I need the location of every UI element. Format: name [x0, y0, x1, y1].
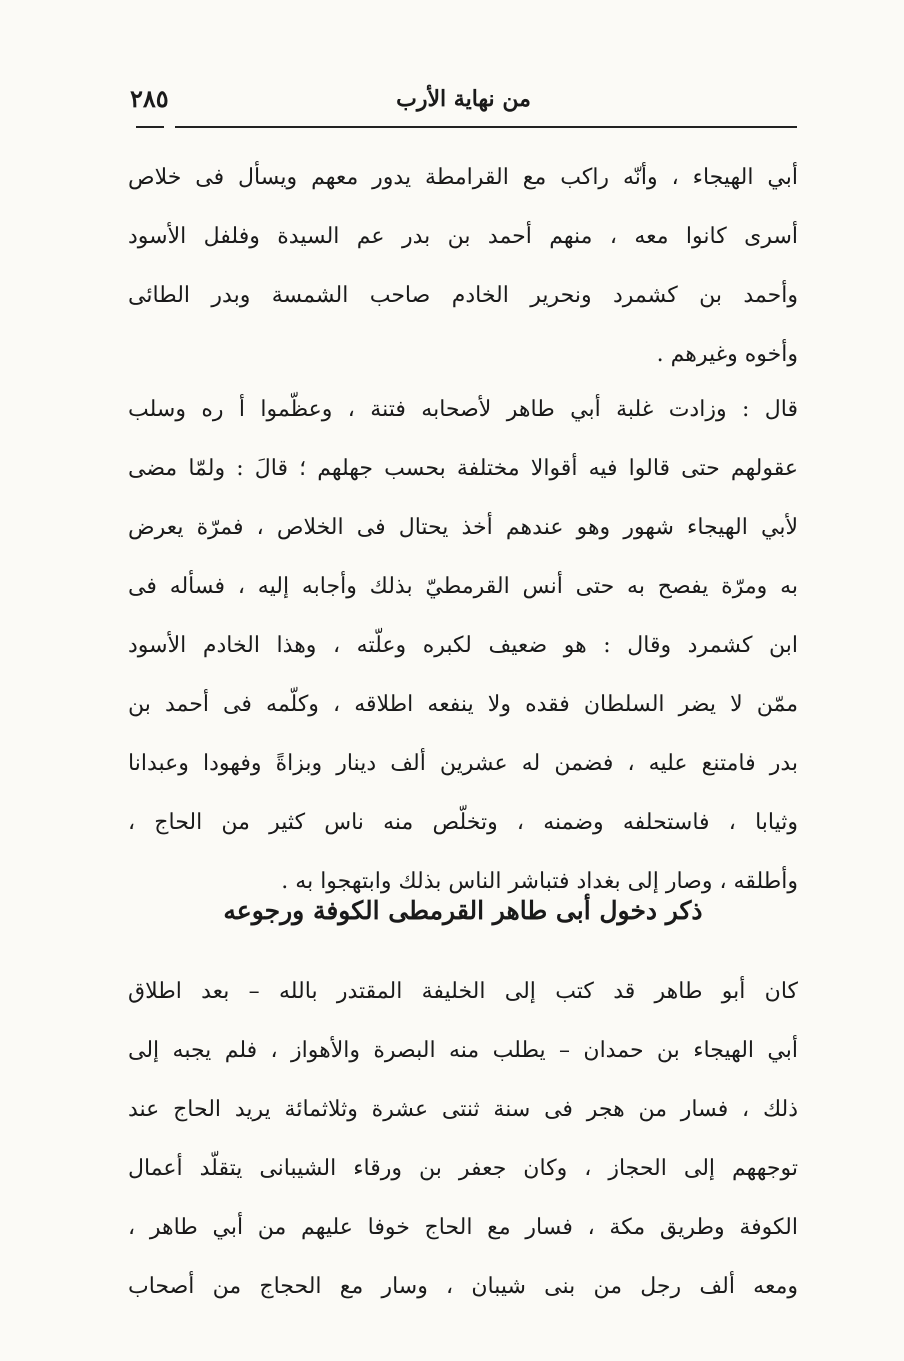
text-line: وثيابا ، فاستحلفه وضمنه ، وتخلّص منه ناس كثير من الحاج ، — [128, 810, 798, 835]
page-number: ٢٨٥ — [130, 84, 169, 113]
text-line: ابن كشمرد وقال : هو ضعيف لكبره وعلّته ، وهذا الخادم الأسود — [128, 633, 798, 658]
text-line: كان أبو طاهر قد كتب إلى الخليفة المقتدر بالله – بعد اطلاق — [128, 979, 798, 1004]
text-line: ومعه ألف رجل من بنى شيبان ، وسار مع الحجاج من أصحاب — [128, 1274, 798, 1299]
text-line: وأطلقه ، وصار إلى بغداد فتباشر الناس بذلك وابتهجوا به . — [281, 869, 798, 894]
paragraph-3 — [128, 962, 798, 1316]
text-line: وأخوه وغيرهم . — [656, 342, 798, 367]
text-line: به ومرّة يفصح به حتى أنس القرمطيّ بذلك وأجابه إليه ، فسأله فى — [128, 574, 798, 599]
section-heading: ذكر دخول أبى طاهر القرمطى الكوفة ورجوعه — [223, 896, 703, 925]
paragraph-2 — [128, 380, 798, 911]
text-line: أبي الهيجاء بن حمدان – يطلب منه البصرة والأهواز ، فلم يجبه إلى — [128, 1038, 798, 1063]
text-line: أبي الهيجاء ، وأنّه راكب مع القرامطة يدور معهم ويسأل فى خلاص — [128, 165, 798, 190]
running-title: من نهاية الأرب — [396, 86, 531, 112]
paragraph-1 — [128, 148, 798, 384]
header-rule-long — [175, 126, 797, 128]
text-line: بدر فامتنع عليه ، فضمن له عشرين ألف دينار وبزاةً وفهودا وعبدانا — [128, 751, 798, 776]
text-line: لأبي الهيجاء شهور وهو عندهم أخذ يحتال فى الخلاص ، فمرّة يعرض — [128, 515, 798, 540]
text-line: عقولهم حتى قالوا فيه أقوالا مختلفة بحسب جهلهم ؛ قالَ : ولمّا مضى — [128, 456, 798, 481]
text-line: قال : وزادت غلبة أبي طاهر لأصحابه فتنة ، وعظّموا أ ره وسلب — [128, 397, 798, 422]
text-line: توجههم إلى الحجاز ، وكان جعفر بن ورقاء الشيبانى يتقلّد أعمال — [128, 1156, 799, 1181]
text-line: وأحمد بن كشمرد ونحرير الخادم صاحب الشمسة وبدر الطائى — [128, 283, 798, 308]
page-header — [130, 80, 797, 124]
header-rule-short — [136, 126, 164, 128]
text-line: ممّن لا يضر السلطان فقده ولا ينفعه اطلاقه ، وكلّمه فى أحمد بن — [128, 692, 798, 717]
text-line: الكوفة وطريق مكة ، فسار مع الحاج خوفا عليهم من أبي طاهر ، — [128, 1215, 798, 1240]
text-line: أسرى كانوا معه ، منهم أحمد بن بدر عم السيدة وفلفل الأسود — [128, 224, 798, 249]
text-line: ذلك ، فسار من هجر فى سنة ثنتى عشرة وثلاثمائة يريد الحاج عند — [128, 1097, 798, 1122]
